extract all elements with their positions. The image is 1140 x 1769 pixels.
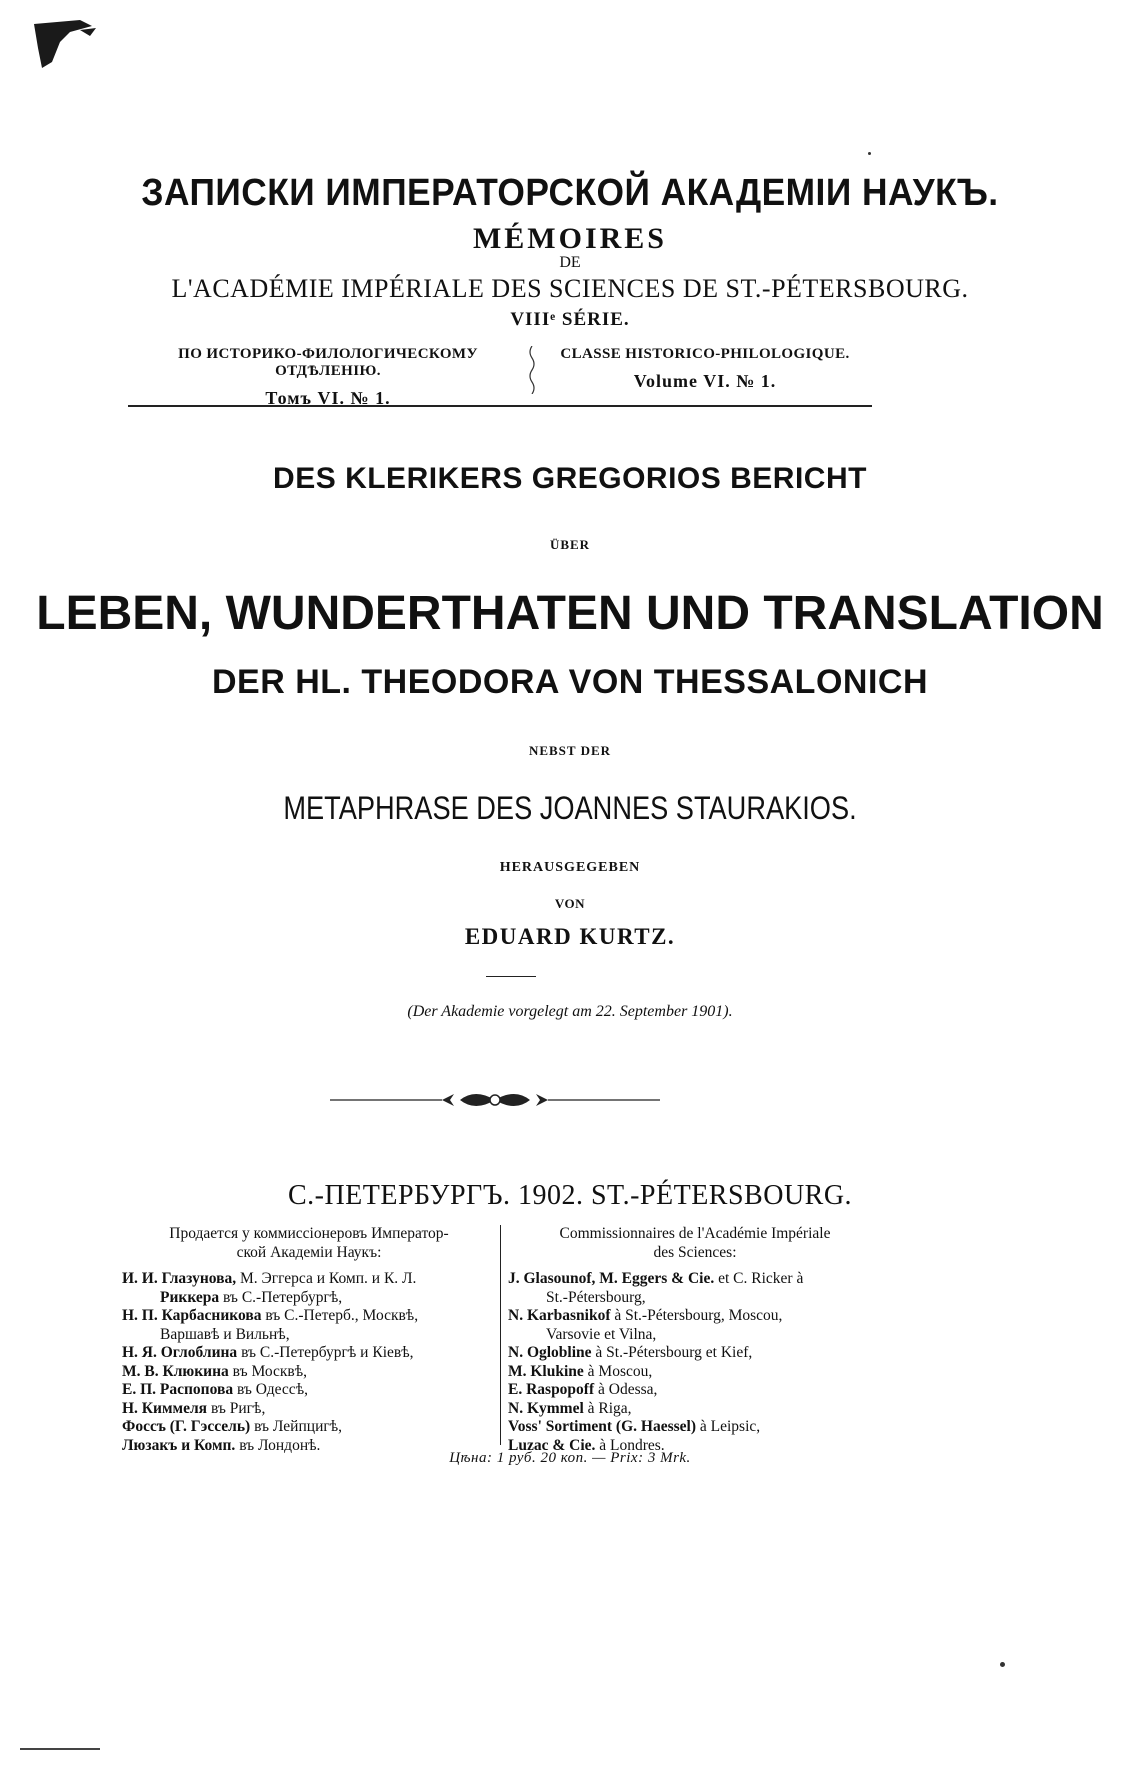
work-title-line5: NEBST DER	[528, 743, 612, 758]
agent-location: à Moscou,	[583, 1362, 653, 1380]
academy-title-french: L'ACADÉMIE IMPÉRIALE DES SCIENCES DE ST.-PÉTERSBOURG.	[171, 274, 969, 303]
agent-location: St.-Pétersbourg,	[546, 1288, 646, 1306]
agent-entry	[508, 1289, 882, 1308]
journal-title-russian: ЗАПИСКИ ИМПЕРАТОРСКОЙ АКАДЕМІИ НАУКЪ.	[141, 172, 999, 214]
agent-name: N. Oglobline	[508, 1344, 592, 1361]
section-left	[128, 346, 528, 409]
de-word: DE	[559, 254, 581, 271]
section-right	[538, 346, 872, 392]
author-name: EDUARD KURTZ.	[464, 924, 676, 949]
agent-name: Н. Я. Оглоблина	[122, 1344, 238, 1361]
agent-location: въ С.-Петербургѣ,	[219, 1288, 343, 1306]
agents-heading-russian	[122, 1225, 496, 1262]
work-title-line4: DER HL. THEODORA VON THESSALONICH	[211, 663, 929, 701]
paper-speck	[868, 152, 871, 155]
sales-agents	[122, 1225, 882, 1455]
agent-location: à Londres.	[595, 1436, 665, 1454]
agent-location: à Odessa,	[594, 1381, 658, 1398]
agent-name: Н. Киммеля	[122, 1399, 208, 1417]
agent-location: въ Одессѣ,	[233, 1381, 308, 1398]
agent-entry	[508, 1418, 882, 1437]
agent-name: Риккера	[160, 1288, 220, 1306]
agents-heading-french-line1: Commissionnaires de l'Académie Impériale	[559, 1225, 831, 1242]
agent-location: въ С.-Петербургѣ и Кіевѣ,	[237, 1344, 414, 1361]
agent-name: M. Klukine	[508, 1362, 584, 1380]
agents-heading-russian-line1: Продается у коммиссіонеровъ Император-	[169, 1225, 449, 1242]
section-name-french: CLASSE HISTORICO-PHILOLOGIQUE.	[560, 346, 850, 362]
agent-name: N. Kymmel	[508, 1399, 584, 1417]
agents-heading-russian-line2: ской Академіи Наукъ:	[236, 1243, 382, 1261]
author-rule	[486, 976, 536, 977]
von-label: VON	[554, 896, 586, 911]
agent-location: въ Лейпцигѣ,	[250, 1418, 343, 1435]
section-name-russian: ПО ИСТОРИКО-ФИЛОЛОГИЧЕСКОМУ ОТДѢЛЕНІЮ.	[178, 346, 478, 379]
agent-entry	[122, 1400, 496, 1419]
agent-name: Voss' Sortiment (G. Haessel)	[508, 1418, 696, 1435]
agent-entry	[122, 1363, 496, 1382]
agents-french	[508, 1225, 882, 1455]
agent-entry	[508, 1400, 882, 1419]
editor-label: HERAUSGEGEBEN	[499, 860, 641, 875]
agents-russian	[122, 1225, 496, 1455]
agent-entry	[122, 1381, 496, 1400]
agent-location: въ С.-Петерб., Москвѣ,	[261, 1307, 419, 1324]
presentation-note: (Der Akademie vorgelegt am 22. September 1901).	[407, 1003, 733, 1020]
agent-entry	[508, 1326, 882, 1345]
agent-location: et C. Ricker à	[714, 1270, 804, 1287]
agent-name: J. Glasounof, M. Eggers & Cie.	[508, 1270, 715, 1287]
agent-location: Варшавѣ и Вильнѣ,	[160, 1325, 290, 1343]
agents-heading-french-line2: des Sciences:	[653, 1243, 737, 1261]
agent-entry	[122, 1326, 496, 1345]
agent-location: Varsovie et Vilna,	[546, 1325, 657, 1343]
volume-russian: Томъ VI. № 1.	[265, 388, 391, 408]
work-title-line3: LEBEN, WUNDERTHATEN UND TRANSLATION	[36, 587, 1104, 640]
agent-entry	[122, 1344, 496, 1363]
library-stamp-mark	[30, 18, 100, 78]
header-rule	[128, 405, 872, 407]
series-label: VIIIᵉ SÉRIE.	[510, 309, 630, 330]
agent-location: въ Ригѣ,	[207, 1399, 266, 1417]
agent-location: М. Эггерса и Комп. и К. Л.	[236, 1270, 417, 1287]
agent-name: E. Raspopoff	[508, 1381, 595, 1398]
price-line: Цѣна: 1 руб. 20 коп. — Prix: 3 Mrk.	[449, 1450, 691, 1466]
work-title-line1: DES KLERIKERS GREGORIOS BERICHT	[273, 462, 867, 495]
agent-name: Фоссъ (Г. Гэссель)	[122, 1418, 251, 1435]
agent-name: Luzac & Cie.	[508, 1436, 596, 1454]
agent-name: Люзакъ и Комп.	[122, 1436, 236, 1454]
agent-location: à Riga,	[583, 1399, 632, 1417]
agent-location: à Leipsic,	[696, 1418, 761, 1435]
agent-entry	[508, 1344, 882, 1363]
agent-location: въ Лондонѣ.	[235, 1436, 321, 1454]
agent-entry	[508, 1363, 882, 1382]
agent-location: à St.-Pétersbourg et Kief,	[591, 1344, 753, 1361]
agent-entry	[122, 1289, 496, 1308]
imprint-city-year: С.-ПЕТЕРБУРГЪ. 1902. ST.-PÉTERSBOURG.	[287, 1180, 853, 1211]
agent-entry	[508, 1381, 882, 1400]
agent-entry	[508, 1307, 882, 1326]
agents-heading-french	[508, 1225, 882, 1262]
memoires-heading: MÉMOIRES	[472, 222, 667, 255]
ornament-divider	[330, 1088, 660, 1112]
agent-name: М. В. Клюкина	[122, 1362, 229, 1380]
work-title-line2: ÜBER	[549, 537, 591, 552]
section-columns	[128, 346, 872, 408]
agent-name: N. Karbasnikof	[508, 1307, 611, 1324]
agent-entry	[508, 1270, 882, 1289]
agent-entry	[122, 1270, 496, 1289]
agent-name: Е. П. Распопова	[122, 1381, 234, 1398]
agents-column-divider	[500, 1225, 501, 1445]
edge-mark	[20, 1748, 100, 1750]
agent-location: въ Москвѣ,	[228, 1362, 308, 1380]
agent-name: И. И. Глазунова,	[122, 1270, 237, 1287]
agent-name: Н. П. Карбасникова	[122, 1307, 262, 1324]
work-title-line6: METAPHRASE DES JOANNES STAURAKIOS.	[283, 790, 857, 826]
agent-entry	[122, 1307, 496, 1326]
agent-location: à St.-Pétersbourg, Moscou,	[610, 1307, 783, 1324]
paper-speck	[1000, 1662, 1005, 1667]
brace-divider	[526, 346, 538, 394]
volume-french: Volume VI. № 1.	[633, 371, 777, 391]
agent-entry	[122, 1418, 496, 1437]
